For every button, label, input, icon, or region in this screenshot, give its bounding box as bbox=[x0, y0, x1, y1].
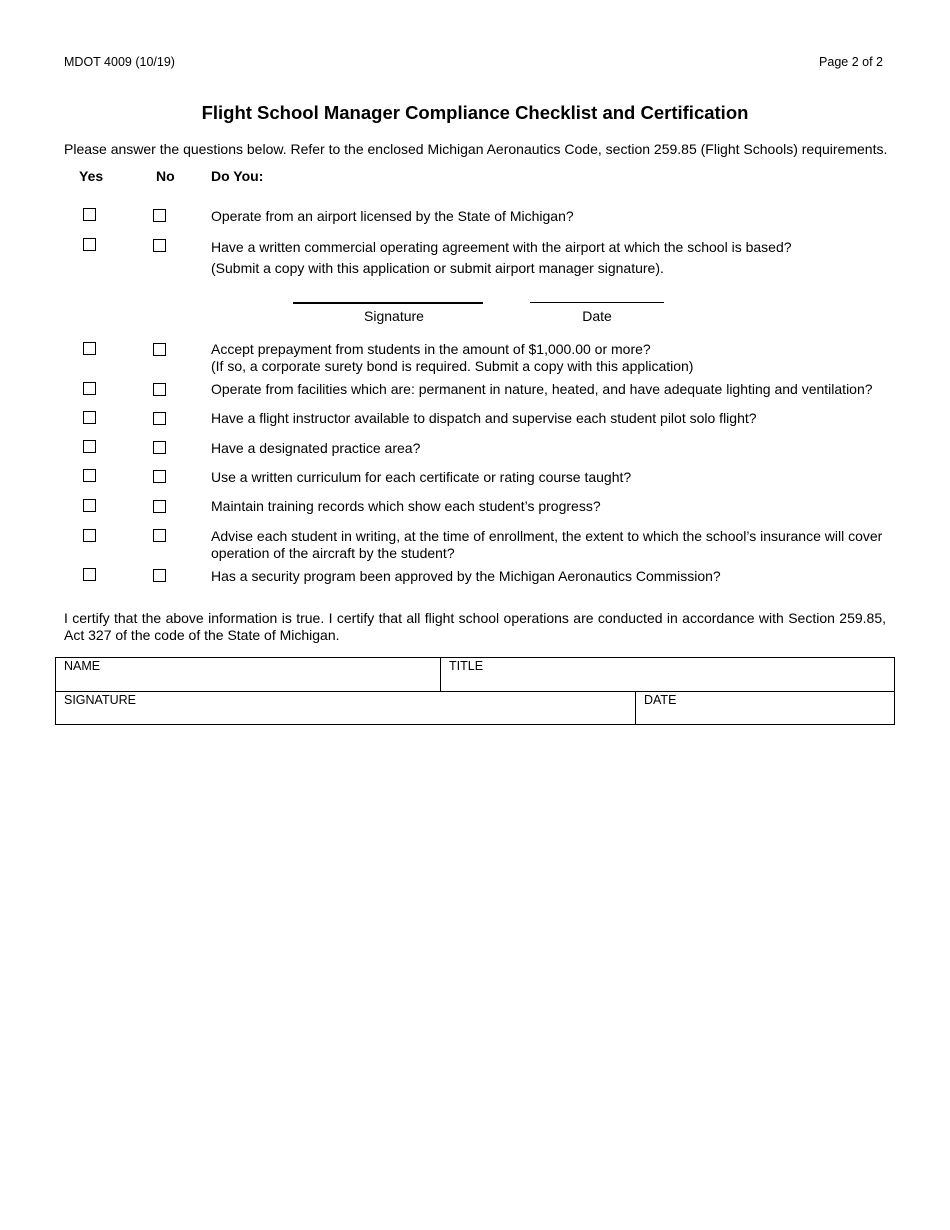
question-3 bbox=[211, 341, 891, 374]
question-6 bbox=[211, 440, 891, 457]
question-2-yes-checkbox[interactable] bbox=[83, 238, 96, 251]
question-5-yes-checkbox[interactable] bbox=[83, 411, 96, 424]
signature-label: SIGNATURE bbox=[64, 693, 136, 707]
page-number: Page 2 of 2 bbox=[819, 55, 883, 69]
question-7 bbox=[211, 469, 891, 486]
date-label: DATE bbox=[644, 693, 677, 707]
airport-manager-signature-label: Signature bbox=[364, 308, 424, 324]
question-10-no-checkbox[interactable] bbox=[153, 569, 166, 582]
question-4-text: Operate from facilities which are: permanent in nature, heated, and have adequate lighting and ventilation? bbox=[211, 381, 873, 397]
question-10 bbox=[211, 568, 891, 585]
question-7-yes-checkbox[interactable] bbox=[83, 469, 96, 482]
name-label: NAME bbox=[64, 659, 101, 673]
column-header-question: Do You: bbox=[211, 168, 264, 184]
name-field[interactable] bbox=[55, 657, 441, 692]
page-title: Flight School Manager Compliance Checklist and Certification bbox=[201, 102, 749, 123]
question-8-no-checkbox[interactable] bbox=[153, 500, 166, 513]
airport-manager-date-line[interactable] bbox=[530, 302, 664, 303]
question-7-text: Use a written curriculum for each certificate or rating course taught? bbox=[211, 469, 632, 485]
question-5 bbox=[211, 410, 891, 427]
title-label: TITLE bbox=[449, 659, 484, 673]
question-3-no-checkbox[interactable] bbox=[153, 343, 166, 356]
airport-manager-date-label: Date bbox=[582, 308, 612, 324]
signature-field[interactable] bbox=[55, 691, 636, 725]
question-1-text: Operate from an airport licensed by the State of Michigan? bbox=[211, 208, 574, 224]
certification-statement: I certify that the above information is true. I certify that all flight school operations are conducted in accordance with Section 259.85, Act 327 of the code of the State of Michigan. bbox=[64, 610, 886, 643]
intro-text: Please answer the questions below. Refer to the enclosed Michigan Aeronautics Code, section 259.85 (Flight Schools) requirements. bbox=[64, 141, 888, 157]
question-8-yes-checkbox[interactable] bbox=[83, 499, 96, 512]
airport-manager-signature-line[interactable] bbox=[293, 302, 483, 304]
form-id: MDOT 4009 (10/19) bbox=[64, 55, 175, 69]
question-1-yes-checkbox[interactable] bbox=[83, 208, 96, 221]
column-header-no: No bbox=[156, 168, 175, 184]
question-4-yes-checkbox[interactable] bbox=[83, 382, 96, 395]
question-4-no-checkbox[interactable] bbox=[153, 383, 166, 396]
question-8 bbox=[211, 498, 891, 515]
question-3-text: Accept prepayment from students in the amount of $1,000.00 or more? bbox=[211, 341, 651, 357]
question-8-text: Maintain training records which show each student’s progress? bbox=[211, 498, 601, 514]
question-10-text: Has a security program been approved by the Michigan Aeronautics Commission? bbox=[211, 568, 721, 584]
question-2-note: (Submit a copy with this application or submit airport manager signature). bbox=[211, 260, 664, 276]
question-2-no-checkbox[interactable] bbox=[153, 239, 166, 252]
question-9-no-checkbox[interactable] bbox=[153, 529, 166, 542]
question-4 bbox=[211, 381, 891, 398]
question-6-text: Have a designated practice area? bbox=[211, 440, 421, 456]
question-6-no-checkbox[interactable] bbox=[153, 441, 166, 454]
question-2 bbox=[211, 237, 891, 279]
question-10-yes-checkbox[interactable] bbox=[83, 568, 96, 581]
question-6-yes-checkbox[interactable] bbox=[83, 440, 96, 453]
question-9-note: operation of the aircraft by the student? bbox=[211, 544, 455, 561]
question-2-text: Have a written commercial operating agreement with the airport at which the school is based? bbox=[211, 239, 792, 255]
question-1-no-checkbox[interactable] bbox=[153, 209, 166, 222]
question-5-text: Have a flight instructor available to dispatch and supervise each student pilot solo flight? bbox=[211, 410, 757, 426]
question-7-no-checkbox[interactable] bbox=[153, 470, 166, 483]
question-5-no-checkbox[interactable] bbox=[153, 412, 166, 425]
column-header-yes: Yes bbox=[79, 168, 104, 184]
question-9-text: Advise each student in writing, at the time of enrollment, the extent to which the school’s insurance will cover bbox=[211, 528, 883, 544]
date-field[interactable] bbox=[635, 691, 895, 725]
question-3-yes-checkbox[interactable] bbox=[83, 342, 96, 355]
title-field[interactable] bbox=[440, 657, 895, 692]
question-9-yes-checkbox[interactable] bbox=[83, 529, 96, 542]
question-1 bbox=[211, 208, 891, 225]
question-3-note: (If so, a corporate surety bond is required. Submit a copy with this application) bbox=[211, 357, 694, 374]
question-9 bbox=[211, 528, 901, 561]
